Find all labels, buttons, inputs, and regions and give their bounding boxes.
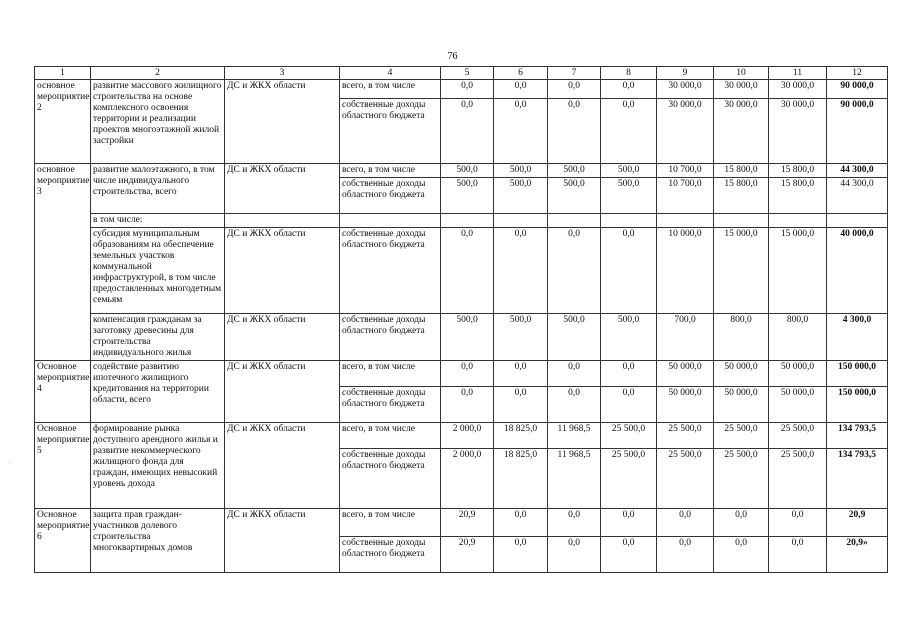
value-cell: 2 000,0 <box>441 449 494 509</box>
total-cell: 4 300,0 <box>827 314 888 361</box>
funding-source: всего, в том числе <box>340 361 441 387</box>
header-cell: 6 <box>494 67 548 80</box>
header-row <box>35 67 888 80</box>
value-cell: 500,0 <box>441 164 494 178</box>
table-row <box>35 228 888 314</box>
value-cell: 50 000,0 <box>657 361 714 387</box>
header-cell: 10 <box>714 67 769 80</box>
measure-name: основное мероприятие 2 <box>35 80 91 164</box>
value-cell: 25 500,0 <box>657 449 714 509</box>
empty-cell <box>548 214 601 228</box>
value-cell: 0,0 <box>441 387 494 423</box>
empty-cell <box>494 214 548 228</box>
funding-source: всего, в том числе <box>340 423 441 449</box>
value-cell: 500,0 <box>494 164 548 178</box>
value-cell: 500,0 <box>548 164 601 178</box>
empty-cell <box>340 214 441 228</box>
value-cell: 800,0 <box>714 314 769 361</box>
value-cell: 0,0 <box>494 509 548 537</box>
measure-name: Основное мероприятие 5 <box>35 423 91 509</box>
value-cell: 0,0 <box>657 537 714 573</box>
measure-description: защита прав граждан-участников долевого строительства многоквартирных домов <box>91 509 225 573</box>
value-cell: 15 000,0 <box>769 228 827 314</box>
total-cell: 44 300,0 <box>827 164 888 178</box>
measure-name: основное мероприятие 3 <box>35 164 91 361</box>
value-cell: 0,0 <box>657 509 714 537</box>
header-cell: 7 <box>548 67 601 80</box>
value-cell: 30 000,0 <box>657 80 714 99</box>
value-cell: 18 825,0 <box>494 423 548 449</box>
table-row <box>35 164 888 178</box>
empty-cell <box>601 214 657 228</box>
value-cell: 0,0 <box>601 387 657 423</box>
value-cell: 0,0 <box>714 537 769 573</box>
value-cell: 0,0 <box>601 228 657 314</box>
value-cell: 15 800,0 <box>714 164 769 178</box>
header-cell: 2 <box>91 67 225 80</box>
value-cell: 0,0 <box>548 228 601 314</box>
value-cell: 0,0 <box>548 537 601 573</box>
value-cell: 15 800,0 <box>769 164 827 178</box>
value-cell: 25 500,0 <box>714 449 769 509</box>
value-cell: 0,0 <box>441 361 494 387</box>
value-cell: 25 500,0 <box>769 449 827 509</box>
value-cell: 500,0 <box>494 314 548 361</box>
value-cell: 25 500,0 <box>769 423 827 449</box>
value-cell: 0,0 <box>494 537 548 573</box>
measure-description: развитие малоэтажного, в том числе индивидуального строительства, всего <box>91 164 225 214</box>
value-cell: 0,0 <box>601 537 657 573</box>
header-cell: 12 <box>827 67 888 80</box>
value-cell: 15 800,0 <box>714 178 769 214</box>
executor: ДС и ЖКХ области <box>225 314 340 361</box>
total-cell: 90 000,0 <box>827 80 888 99</box>
budget-table <box>34 66 888 573</box>
value-cell: 0,0 <box>441 80 494 99</box>
header-cell: 9 <box>657 67 714 80</box>
executor: ДС и ЖКХ области <box>225 80 340 164</box>
value-cell: 25 500,0 <box>601 449 657 509</box>
total-cell: 150 000,0 <box>827 361 888 387</box>
value-cell: 50 000,0 <box>714 361 769 387</box>
executor: ДС и ЖКХ области <box>225 423 340 509</box>
value-cell: 0,0 <box>714 509 769 537</box>
value-cell: 500,0 <box>601 164 657 178</box>
table-row <box>35 314 888 361</box>
measure-description: формирование рынка доступного арендного жилья и развитие некоммерческого жилищного фонда для граждан, имеющих невысокий уровень дохода <box>91 423 225 509</box>
value-cell: 50 000,0 <box>769 387 827 423</box>
margin-mark: · <box>8 458 11 467</box>
value-cell: 500,0 <box>494 178 548 214</box>
header-cell: 3 <box>225 67 340 80</box>
table-row <box>35 80 888 99</box>
measure-description: субсидия муниципальным образованиям на обеспечение земельных участков коммунальной инфраструктурой, в том числе предоставленных многодетным семьям <box>91 228 225 314</box>
funding-source: собственные доходы областного бюджета <box>340 449 441 509</box>
value-cell: 0,0 <box>769 509 827 537</box>
header-cell: 11 <box>769 67 827 80</box>
header-cell: 5 <box>441 67 494 80</box>
funding-source: собственные доходы областного бюджета <box>340 537 441 573</box>
value-cell: 50 000,0 <box>657 387 714 423</box>
table-row <box>35 214 888 228</box>
funding-source: собственные доходы областного бюджета <box>340 387 441 423</box>
value-cell: 11 968,5 <box>548 449 601 509</box>
total-cell: 90 000,0 <box>827 99 888 164</box>
value-cell: 30 000,0 <box>714 80 769 99</box>
value-cell: 18 825,0 <box>494 449 548 509</box>
value-cell: 0,0 <box>548 387 601 423</box>
measure-name: Основное мероприятие 6 <box>35 509 91 573</box>
executor: ДС и ЖКХ области <box>225 361 340 423</box>
value-cell: 30 000,0 <box>769 99 827 164</box>
header-cell: 1 <box>35 67 91 80</box>
value-cell: 25 500,0 <box>601 423 657 449</box>
header-cell: 8 <box>601 67 657 80</box>
value-cell: 10 700,0 <box>657 178 714 214</box>
value-cell: 0,0 <box>494 361 548 387</box>
empty-cell <box>714 214 769 228</box>
total-cell: 134 793,5 <box>827 449 888 509</box>
value-cell: 25 500,0 <box>714 423 769 449</box>
total-cell: 40 000,0 <box>827 228 888 314</box>
executor: ДС и ЖКХ области <box>225 509 340 573</box>
total-cell: 20,9 <box>827 509 888 537</box>
value-cell: 0,0 <box>601 361 657 387</box>
measure-description: содействие развитию ипотечного жилищного кредитования на территории области, всего <box>91 361 225 423</box>
value-cell: 30 000,0 <box>769 80 827 99</box>
value-cell: 0,0 <box>601 99 657 164</box>
value-cell: 0,0 <box>548 361 601 387</box>
page-number: 76 <box>447 51 458 62</box>
header-cell: 4 <box>340 67 441 80</box>
funding-source: всего, в том числе <box>340 509 441 537</box>
value-cell: 500,0 <box>601 178 657 214</box>
empty-cell <box>225 214 340 228</box>
value-cell: 10 700,0 <box>657 164 714 178</box>
value-cell: 30 000,0 <box>657 99 714 164</box>
value-cell: 0,0 <box>769 537 827 573</box>
value-cell: 0,0 <box>441 228 494 314</box>
value-cell: 25 500,0 <box>657 423 714 449</box>
value-cell: 30 000,0 <box>714 99 769 164</box>
table-row <box>35 423 888 449</box>
value-cell: 0,0 <box>441 99 494 164</box>
empty-cell <box>769 214 827 228</box>
value-cell: 0,0 <box>601 80 657 99</box>
value-cell: 500,0 <box>601 314 657 361</box>
value-cell: 0,0 <box>494 228 548 314</box>
value-cell: 0,0 <box>548 80 601 99</box>
table-row <box>35 361 888 387</box>
value-cell: 20,9 <box>441 509 494 537</box>
value-cell: 20,9 <box>441 537 494 573</box>
value-cell: 500,0 <box>548 178 601 214</box>
value-cell: 700,0 <box>657 314 714 361</box>
value-cell: 500,0 <box>441 178 494 214</box>
value-cell: 10 000,0 <box>657 228 714 314</box>
measure-description: развитие массового жилищного строительства на основе комплексного освоения территории и реализации проектов многоэтажной жилой застройки <box>91 80 225 164</box>
value-cell: 0,0 <box>494 387 548 423</box>
measure-name: Основное мероприятие 4 <box>35 361 91 423</box>
executor: ДС и ЖКХ области <box>225 228 340 314</box>
funding-source: собственные доходы областного бюджета <box>340 228 441 314</box>
value-cell: 50 000,0 <box>714 387 769 423</box>
value-cell: 0,0 <box>494 80 548 99</box>
empty-cell <box>657 214 714 228</box>
value-cell: 50 000,0 <box>769 361 827 387</box>
value-cell: 0,0 <box>494 99 548 164</box>
table-row <box>35 509 888 537</box>
total-cell: 134 793,5 <box>827 423 888 449</box>
value-cell: 0,0 <box>548 509 601 537</box>
total-cell: 20,9» <box>827 537 888 573</box>
funding-source: всего, в том числе <box>340 164 441 178</box>
measure-description: компенсация гражданам за заготовку древесины для строительства индивидуального жилья <box>91 314 225 361</box>
value-cell: 15 800,0 <box>769 178 827 214</box>
value-cell: 2 000,0 <box>441 423 494 449</box>
value-cell: 11 968,5 <box>548 423 601 449</box>
funding-source: собственные доходы областного бюджета <box>340 314 441 361</box>
value-cell: 0,0 <box>548 99 601 164</box>
funding-source: собственные доходы областного бюджета <box>340 178 441 214</box>
total-cell: 150 000,0 <box>827 387 888 423</box>
total-cell: 44 300,0 <box>827 178 888 214</box>
value-cell: 500,0 <box>441 314 494 361</box>
empty-cell <box>827 214 888 228</box>
value-cell: 0,0 <box>601 509 657 537</box>
value-cell: 500,0 <box>548 314 601 361</box>
value-cell: 15 000,0 <box>714 228 769 314</box>
executor: ДС и ЖКХ области <box>225 164 340 214</box>
empty-cell <box>441 214 494 228</box>
subsection-label: в том числе: <box>91 214 225 228</box>
value-cell: 800,0 <box>769 314 827 361</box>
funding-source: всего, в том числе <box>340 80 441 99</box>
funding-source: собственные доходы областного бюджета <box>340 99 441 164</box>
